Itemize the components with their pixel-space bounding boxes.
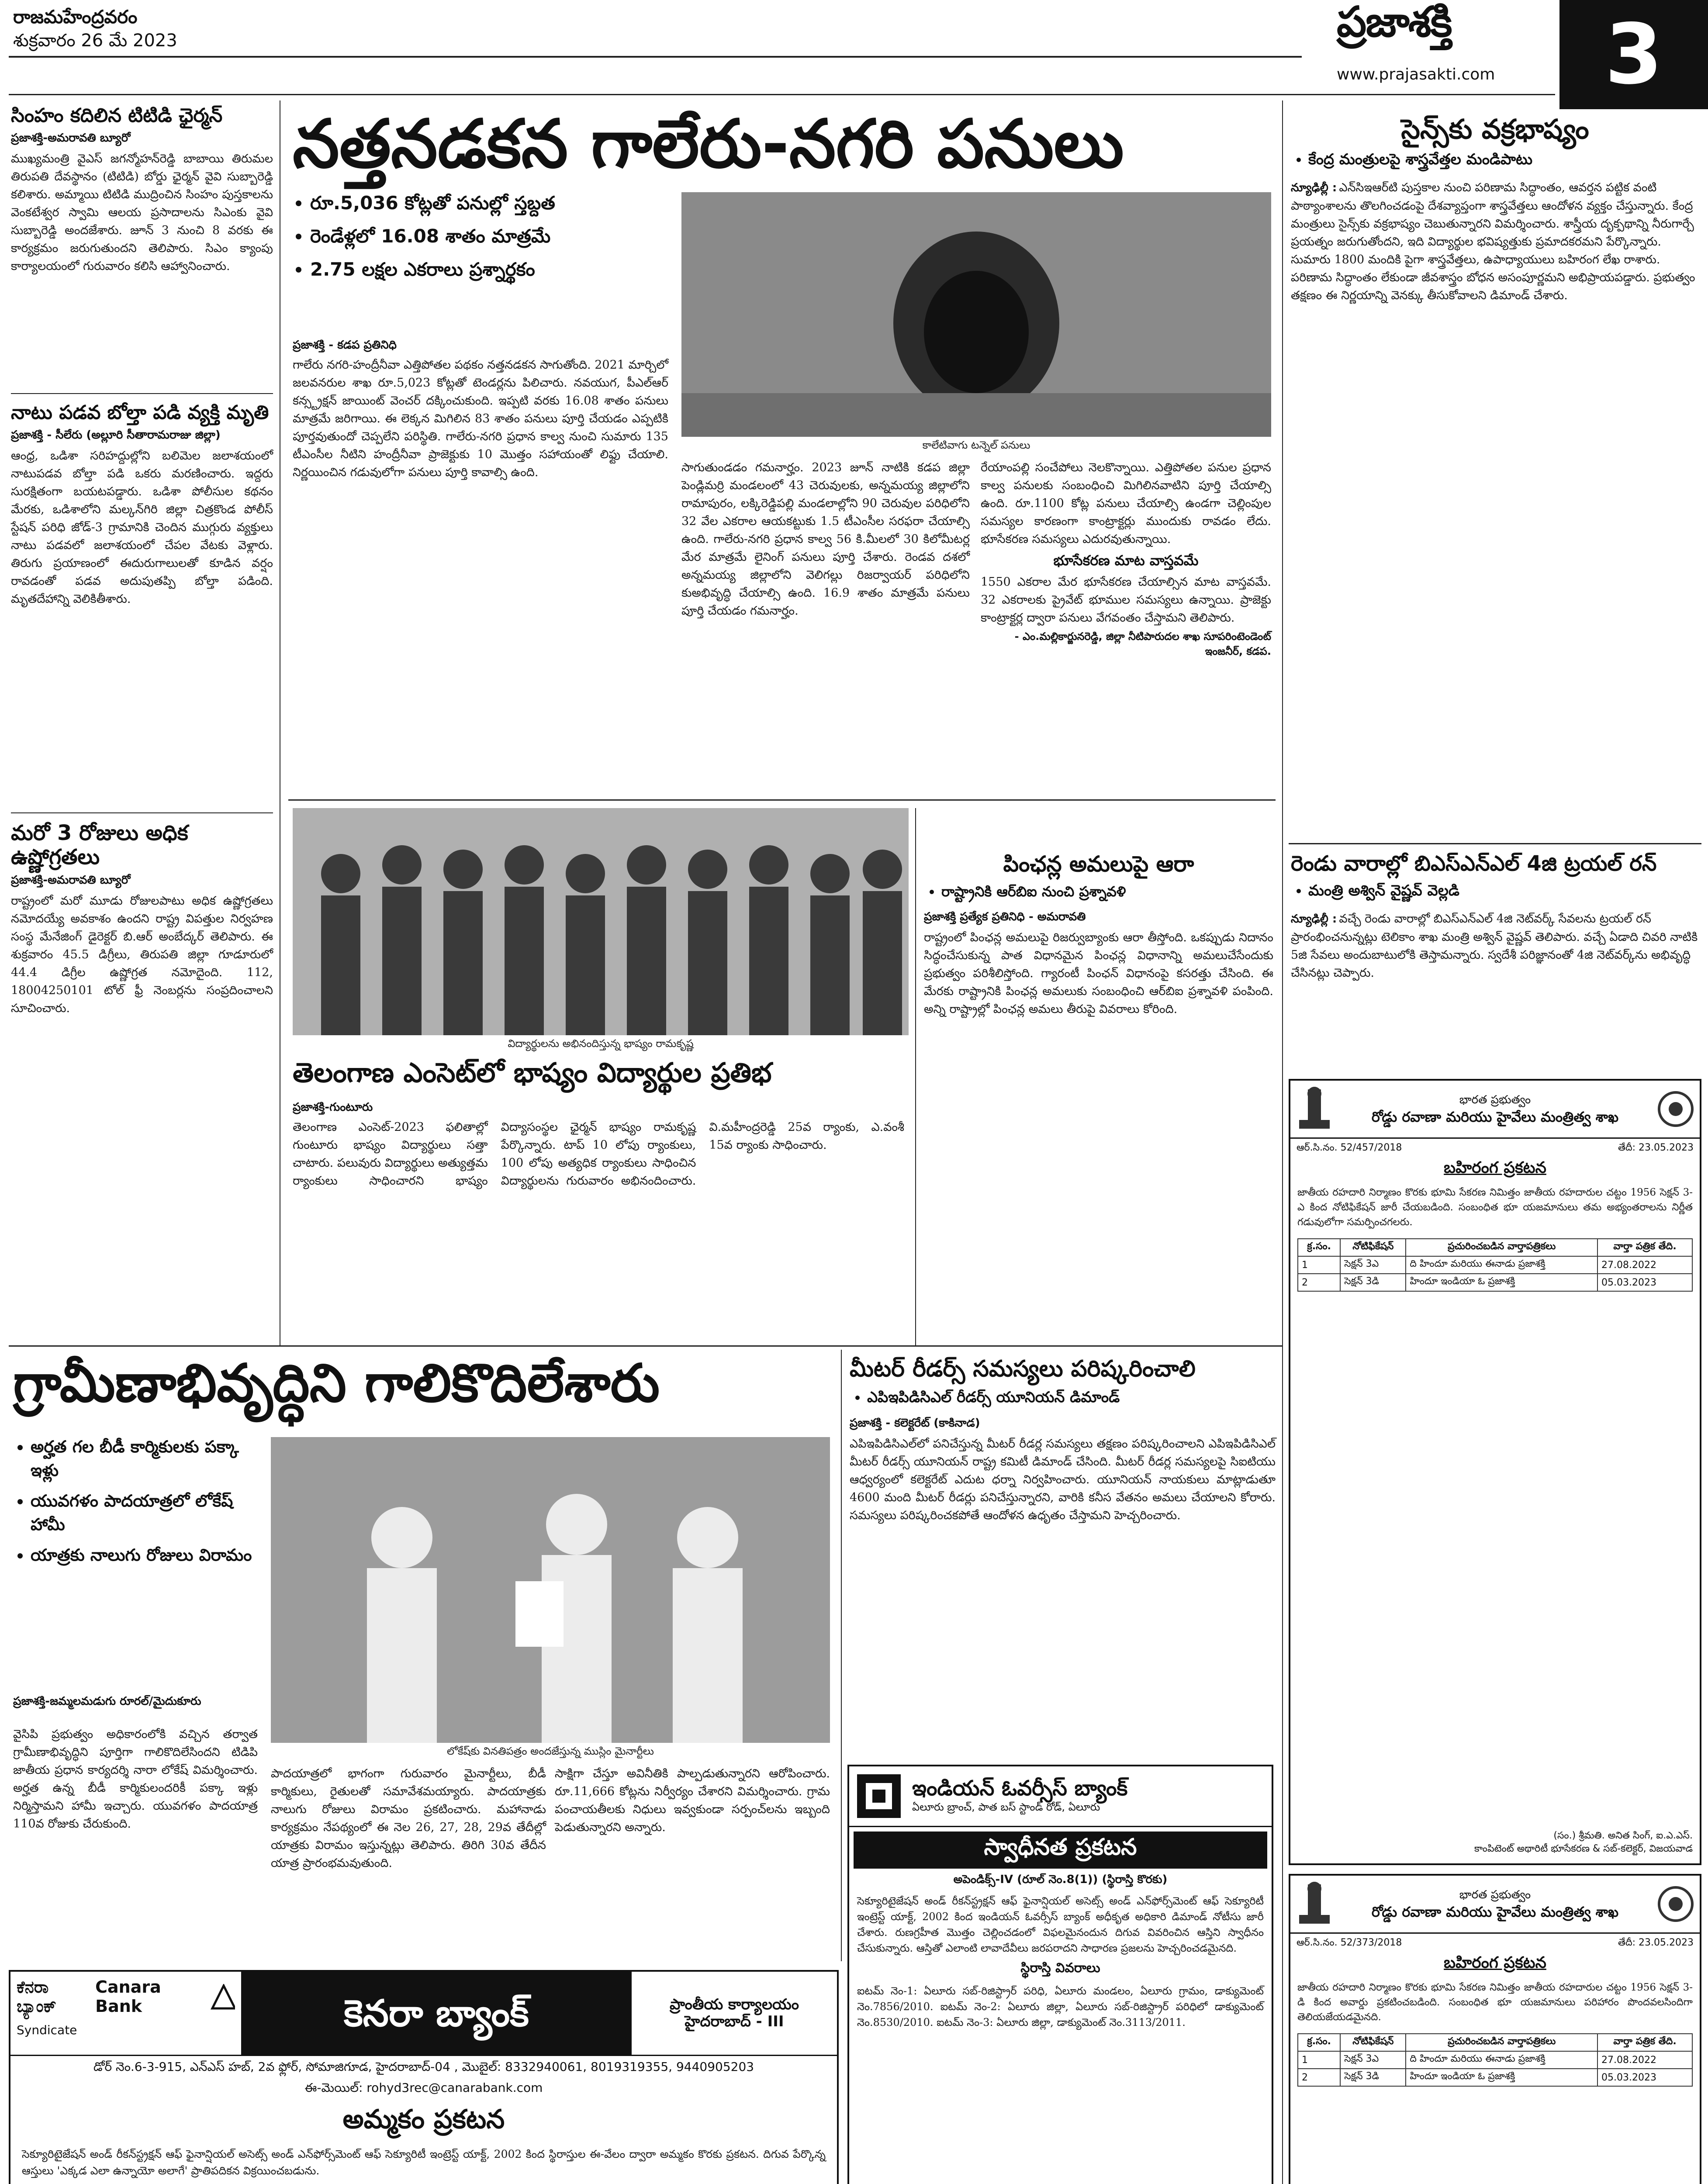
table-header-row (1298, 2034, 1692, 2051)
notice-date: తేదీ: 23.05.2023 (1618, 1937, 1694, 1948)
story-credit: ప్రజాశక్తి-అమరావతి బ్యూరో (11, 131, 131, 145)
story-body: ఆంధ్ర, ఒడిశా సరిహద్దుల్లోని బలిమెల జలాశయంలో నాటుపడవ బోల్తా పడి ఒకరు మరణించారు. ఇద్దరు సురక్షితంగా బయటపడ్డారు. ఒడిశా పోలీసుల కథనం మేరకు, ఒడిశాలోని మల్కన్‌గిరి జిల్లా చిత్రకొండ పోలీస్ స్టేషన్ పరిధి జోడ్-3 గ్రామానికి చెందిన ముగ్గురు వ్యక్తులు నాటు పడవలో జలాశయంలో చేపల వేటకు వెళ్లారు. తిరుగు ప్రయాణంలో ఈదురుగాలులతో కూడిన వర్షం రావడంతో పడవ అదుపుతప్పి బోల్తా పడింది. మృతదేహాన్ని వెలికితీశారు. (11, 449, 273, 606)
lead-body-col3 (981, 459, 1271, 660)
story-credit: ప్రజాశక్తి - కలెక్టరేట్ (కాకినాడ) (850, 1416, 980, 1430)
table-cell: 05.03.2023 (1597, 2069, 1692, 2086)
eamcet-body: తెలంగాణ ఎంసెట్-2023 ఫలితాల్లో గుంటూరు భాష్యం విద్యార్థులు సత్తా చాటారు. పలువురు విద్యార్థులు అత్యుత్తమ ర్యాంకులు సాధించారని భాష్యం విద్యాసంస్థల ఛైర్మన్ భాష్యం రామకృష్ణ పేర్కొన్నారు. టాప్ 10 లోపు ర్యాంకులు, 100 లోపు అత్యధిక ర్యాంకులు సాధించిన విద్యార్థులను గురువారం అభినందించారు. వి.మహీంద్రరెడ్డి 25వ ర్యాంకు, ఎ.వంశీ 15వ ర్యాంకు సాధించారు. (293, 1120, 904, 1188)
story-credit: ప్రజాశక్తి-అమరావతి బ్యూరో (11, 874, 131, 887)
story-headline: మరో 3 రోజులు అధిక ఉష్ణోగ్రతలు (11, 821, 188, 870)
notice-ministry: రోడ్డు రవాణా మరియు హైవేలు మంత్రిత్వ శాఖ (1371, 1108, 1619, 1125)
story-credit: ప్రజాశక్తి - సీలేరు (అల్లూరి సీతారామరాజు జిల్లా) (11, 428, 221, 442)
photo-caption: లోకేష్‌కు వినతిపత్రం అందజేస్తున్న ముస్లిం మైనార్టీలు (447, 1745, 654, 1757)
bsnl-story (1291, 852, 1699, 982)
table-header-row (1298, 1239, 1692, 1256)
tunnel-photo (681, 192, 1271, 437)
story-body: రాష్ట్రంలో పింఛన్ల అమలుపై రిజర్వుబ్యాంకు ఆరా తీస్తోంది. ఒకప్పుడు నిదానం సిద్ధంచేసుకున్న పాత విధానమైన పింఛన్ల విధానాన్ని అమలుచేసేందుకు ప్రభుత్వం పరిశీలిస్తోంది. గ్యారంటీ పింఛన్ విధానంపై కసరత్తు చేసింది. ఈ మేరకు రాష్ట్రానికి పింఛన్ల అమలుకు సంబంధించి ఆర్‌బిఐ ప్రశ్నావళి పంపింది. అన్ని రాష్ట్రాల్లో పింఛన్ల అమలు తీరుపై వివరాలు కోరింది. (924, 930, 1273, 1016)
table-header: క్ర.సం. (1298, 2034, 1340, 2051)
table-cell: సెక్షన్ 3ఎ (1340, 1256, 1406, 1274)
notice-ref: ఆర్.సి.నం. 52/373/2018 (1297, 1937, 1402, 1948)
iob-logo-icon (853, 1770, 905, 1822)
iob-schedule-heading: స్థిరాస్తి వివరాలు (1020, 1960, 1100, 1976)
canara-body: సెక్యూరిటైజేషన్ అండ్ రీకన్‌స్ట్రక్షన్ ఆఫ్ ఫైనాన్షియల్ అసెట్స్ అండ్ ఎన్‌ఫోర్స్‌మెంట్ ఆఫ్ సెక్యూరిటీ ఇంట్రెస్ట్ యాక్ట్, 2002 కింద స్థిరాస్తుల ఈ-వేలం ద్వారా అమ్మకం కొరకు ప్రకటన. దిగువ పేర్కొన్న ఆస్తులు 'ఎక్కడ ఎలా ఉన్నాయో అలాగే' ప్రాతిపదికన విక్రయించబడును. (22, 2148, 826, 2177)
iob-body: సెక్యూరిటైజేషన్ అండ్ రీకన్‌స్ట్రక్షన్ ఆఫ్ ఫైనాన్షియల్ అసెట్స్ అండ్ ఎన్‌ఫోర్స్‌మెంట్ ఆఫ్ సెక్యూరిటీ ఇంట్రెస్ట్ యాక్ట్, 2002 కింద ఇండియన్ ఓవర్సీస్ బ్యాంక్ అధీకృత అధికారి డిమాండ్ నోటీసు జారీ చేశారు. రుణగ్రహీత మొత్తం చెల్లించడంలో విఫలమైనందున దిగువ వివరించిన ఆస్తిని స్వాధీనం చేసుకున్నారు. ఆస్తితో ఎలాంటి లావాదేవీలు జరపరాదని సాధారణ ప్రజలను హెచ్చరించడమైనది. (857, 1895, 1264, 1954)
story-headline: పింఛన్ల అమలుపై ఆరా (1003, 851, 1194, 877)
story-bullet: • కేంద్ర మంత్రులపై శాస్త్రవేత్తల మండిపాటు (1308, 151, 1699, 172)
table-cell: ది హిందూ మరియు ఈనాడు ప్రజాశక్తి (1406, 2051, 1597, 2069)
story-credit: న్యూఢిల్లీ : (1291, 181, 1337, 195)
story-headline: సింహం కదిలిన టిటిడి ఛైర్మన్ (11, 104, 223, 127)
rural-headline: గ్రామీణాభివృద్ధిని గాలికొదిలేశారు (13, 1353, 660, 1414)
canara-address: డోర్ నెం.6-3-915, ఎన్‌ఎస్ హబ్, 2వ ఫ్లోర్, సోమాజిగూడ, హైదరాబాద్-04 , మొబైల్: 8332940061, 8019319355, 9440905203 (93, 2060, 754, 2074)
highlight-item: • అర్హత గల బీడీ కార్మికులకు పక్కా ఇళ్లు (31, 1437, 258, 1484)
table-header: ప్రచురించబడిన వార్తాపత్రికలు (1406, 2034, 1597, 2051)
lead-body-text: రేయాంపల్లి సంచేపోలు నెలకొన్నాయి. ఎత్తిపోతల పనుల ప్రధాన కాల్వ పనులకు సంబంధించి మిగిలినవాటిని పూర్తి చేయాల్సి ఉంది. రూ.1100 కోట్ల పనులు చేయాల్సి ఉండగా చెల్లింపుల సమస్యల కారణంగా కాంట్రాక్టర్లు ముందుకు రావడం లేదు. భూసేకరణ సమస్యలు ఎదురవుతున్నాయి. (981, 461, 1271, 546)
rural-body-col3: సాక్షిగా చేస్తూ అవినీతికి పాల్పడుతున్నారని ఆరోపించారు. రూ.11,666 కోట్లను నిర్వీర్యం చేశారని విమర్శించారు. గ్రామ పంచాయతీలకు నిధులు ఇవ్వకుండా సర్పంచ్‌లను ఇబ్బంది పెడుతున్నారని అన్నారు. (555, 1767, 830, 1834)
notice-org: భారత ప్రభుత్వం (1459, 1093, 1531, 1106)
masthead-rule-bottom (9, 94, 1555, 95)
table-cell: 2 (1298, 2069, 1340, 2086)
rural-body-col1: వైసిపి ప్రభుత్వం అధికారంలోకి వచ్చిన తర్వాత గ్రామీణాభివృద్ధిని పూర్తిగా గాలికొదిలేసిందని టిడిపి జాతీయ ప్రధాన కార్యదర్శి నారా లోకేష్ విమర్శించారు. అర్హత ఉన్న బీడీ కార్మికులందరికీ పక్కా ఇళ్లు నిర్మిస్తామని హామీ ఇచ్చారు. యువగళం పాదయాత్ర 110వ రోజుకు చేరుకుంది. (13, 1728, 258, 1831)
table-row (1298, 2051, 1692, 2069)
lokesh-photo (271, 1437, 830, 1743)
lead-highlights (293, 192, 673, 292)
govt-notice-1 (1289, 1079, 1701, 1865)
table-header: నోటిఫికేషన్ (1340, 2034, 1406, 2051)
notice-ministry: రోడ్డు రవాణా మరియు హైవేలు మంత్రిత్వ శాఖ (1371, 1903, 1619, 1920)
table-cell: 05.03.2023 (1597, 1274, 1692, 1291)
iob-schedule: ఐటమ్ నెం-1: ఏలూరు సబ్-రిజిస్ట్రార్ పరిధి, ఏలూరు మండలం, ఏలూరు గ్రామం, డాక్యుమెంట్ నెం.7856/2010. ఐటమ్ నెం-2: ఏలూరు జిల్లా, ఏలూరు సబ్-రిజిస్ట్రార్ పరిధిలో డాక్యుమెంట్ నెం.8530/2010. ఐటమ్ నెం-3: ఏలూరు జిల్లా, డాక్యుమెంట్ నెం.3113/2011. (857, 1985, 1264, 2028)
rural-credit: ప్రజాశక్తి-జమ్మలమడుగు రూరల్/మైదుకూరు (13, 1695, 201, 1708)
lead-quote-credit: - ఎం.మల్లికార్జునరెడ్డి, జిల్లా నీటిపారుదల శాఖ సూపరింటెండెంట్ ఇంజనీర్, కడప. (1014, 630, 1271, 657)
meter-readers-story (850, 1356, 1276, 1524)
group-photo-image (293, 808, 909, 1035)
story-separator (1289, 843, 1701, 844)
table-cell: 1 (1298, 2051, 1340, 2069)
canara-triangle-logo-icon (211, 1984, 235, 2010)
eamcet-headline: తెలంగాణ ఎంసెట్‌లో భాష్యం విద్యార్థుల ప్రతిభ (293, 1057, 772, 1089)
story-headline: రెండు వారాల్లో బిఎస్‌ఎన్‌ఎల్ 4జి ట్రయల్ రన్ (1291, 851, 1657, 876)
rural-body-col2: పాదయాత్రలో భాగంగా గురువారం మైనార్టీలు, బీడీ కార్మికులు, రైతులతో సమావేశమయ్యారు. పాదయాత్రకు నాలుగు రోజులు విరామం ప్రకటించారు. మహానాడు కార్యక్రమం నేపథ్యంలో ఈ నెల 26, 27, 28, 29వ తేదీల్లో యాత్రకు విరామం ఇస్తున్నట్లు తెలిపారు. తిరిగి 30వ తేదీన యాత్ర ప్రారంభమవుతుంది. (271, 1767, 546, 1870)
iob-header (849, 1766, 1272, 1827)
pension-story (924, 852, 1273, 1018)
notice-table (1297, 1238, 1693, 1292)
iob-heading: స్వాధీనత ప్రకటన (854, 1832, 1267, 1869)
canara-office-block (630, 1972, 837, 2055)
highlight-item: • యాత్రకు నాలుగు రోజులు విరామం (31, 1545, 258, 1569)
section-rule (288, 799, 1276, 801)
story-headline: నాటు పడవ బోల్తా పడి వ్యక్తి మృతి (11, 401, 269, 424)
science-story (1291, 114, 1699, 304)
table-header: ప్రచురించబడిన వార్తాపత్రికలు (1406, 1239, 1597, 1256)
notice-table (1297, 2033, 1693, 2087)
column-divider (915, 808, 916, 1345)
story-credit: ప్రజాశక్తి ప్రత్యేక ప్రతినిధి - అమరావతి (924, 910, 1086, 923)
story-text-block (1291, 910, 1699, 982)
canara-title: కెనరా బ్యాంక్ (344, 1991, 529, 2035)
story-body: ముఖ్యమంత్రి వైఎస్ జగన్మోహన్‌రెడ్డి బాబాయి తిరుమల తిరుపతి దేవస్థానం (టిటిడి) బోర్డు ఛైర్మన్ వైవి సుబ్బారెడ్డి కలిశారు. అమ్మాయి టిటిడి ముద్రించిన సింహం పుస్తకాలను వెంకటేశ్వర స్వామి ఆలయ ప్రసాదాలను సిఎంకు వైవి సుబ్బారెడ్డి అందజేశారు. జూన్ 3 నుంచి 8 వరకు ఈ కార్యక్రమం జరుగుతుందని తెలిపారు. సిఎం క్యాంపు కార్యాలయంలో గురువారం కలిసి ఆహ్వానించారు. (11, 152, 273, 273)
notice-signature: (సం.) శ్రీమతి. అనిత సింగ్, ఐ.ఎ.ఎస్. (1553, 1830, 1693, 1841)
table-cell: సెక్షన్ 3ఎ (1340, 2051, 1406, 2069)
eamcet-credit: ప్రజాశక్తి-గుంటూరు (293, 1101, 373, 1114)
page-number: 3 (1559, 0, 1708, 109)
iob-appendix: అపెండిక్స్-IV (రూల్ నెం.8(1)) (స్థిరాస్తి కొరకు) (953, 1873, 1168, 1886)
edition-date: శుక్రవారం 26 మే 2023 (13, 31, 177, 51)
table-header: నోటిఫికేషన్ (1340, 1239, 1406, 1256)
rural-highlights (13, 1437, 258, 1576)
notice-header (1290, 1876, 1700, 1934)
iob-branch: ఏలూరు బ్రాంచ్, పాత బస్ స్టాండ్ రోడ్, ఏలూరు (912, 1800, 1100, 1813)
table-row (1298, 2069, 1692, 2086)
notice-ref-row (1290, 1934, 1700, 1954)
emblem-icon (1295, 1085, 1334, 1133)
table-header: క్ర.సం. (1298, 1239, 1340, 1256)
story-bullet: • మంత్రి అశ్విన్ వైష్ణవ్ వెల్లడి (1308, 882, 1699, 903)
notice-ref: ఆర్.సి.నం. 52/457/2018 (1297, 1142, 1402, 1153)
notice-ref-row (1290, 1139, 1700, 1159)
notice-signature-block (1474, 1830, 1693, 1856)
table-cell: సెక్షన్ 3డి (1340, 1274, 1406, 1291)
newspaper-logo: ప్రజాశక్తి (1337, 0, 1452, 46)
canara-header (10, 1972, 837, 2056)
canara-brand-kannada: ಕೆನರಾ ಬ್ಯಾಂಕ್ (17, 1977, 56, 2016)
story-body: ఎపిఇపిడిసిఎల్‌లో పనిచేస్తున్న మీటర్ రీడర్ల సమస్యలు తక్షణం పరిష్కరించాలని ఎపిఇపిడిసిఎల్ మీటర్ రీడర్స్ యూనియన్ రాష్ట్ర కమిటీ డిమాండ్ చేసింది. మీటర్ రీడర్ల సమస్యలపై సిఐటియు ఆధ్వర్యంలో కలెక్టరేట్ ఎదుట ధర్నా నిర్వహించారు. యూనియన్ నాయకులు మాట్లాడుతూ 4600 మంది మీటర్ రీడర్లు పనిచేస్తున్నారని, వారికి కనీస వేతనం అమలు చేయాలని కోరారు. సమస్యలు పరిష్కరించకపోతే ఆందోళన ఉధృతం చేస్తామని హెచ్చరించారు. (850, 1437, 1276, 1522)
column-divider (1282, 100, 1283, 2184)
canara-brand-english: Canara Bank (95, 1977, 161, 2016)
notice-heading: బహిరంగ ప్రకటన (1444, 1159, 1546, 1177)
highlight-item: • రెండేళ్లలో 16.08 శాతం మాత్రమే (310, 225, 673, 252)
canara-office: ప్రాంతీయ కార్యాలయం హైదరాబాద్ - III (669, 1995, 799, 2030)
story-bullet: • రాష్ట్రానికి ఆర్‌బిఐ నుంచి ప్రశ్నావళి (941, 883, 1273, 903)
notice-body: జాతీయ రహదారి నిర్మాణం కొరకు భూమి సేకరణ నిమిత్తం జాతీయ రహదారుల చట్టం 1956 సెక్షన్ 3-ఎ కింద నోటిఫికేషన్ జారీ చేయబడింది. సంబంధిత భూ యజమానులు తమ అభ్యంతరాలను నిర్ణీత గడువులోగా సమర్పించగలరు. (1297, 1187, 1693, 1228)
notice-heading: బహిరంగ ప్రకటన (1444, 1954, 1546, 1972)
section-rule (9, 1345, 1282, 1347)
story-bullet: • ఎపిఇపిడిసిఎల్ రీడర్స్ యూనియన్ డిమాండ్ (867, 1389, 1276, 1410)
table-cell: సెక్షన్ 3డి (1340, 2069, 1406, 2086)
story-headline: మీటర్ రీడర్స్ సమస్యలు పరిష్కరించాలి (850, 1356, 1196, 1382)
story-headline: సైన్స్‌కు వక్రభాష్యం (1401, 113, 1589, 145)
table-cell: 2 (1298, 1274, 1340, 1291)
canara-syndicate-label: Syndicate (17, 2023, 77, 2038)
story-separator (11, 393, 273, 394)
notice-sign-title: కాంపిటెంట్ అథారిటీ భూసేకరణ & సబ్-కలెక్టర్, విజయవాడ (1474, 1843, 1693, 1854)
lead-subhead: భూసేకరణ మాట వాస్తవమే (1053, 552, 1199, 569)
table-header: వార్తా పత్రిక తేది. (1597, 2034, 1692, 2051)
story-separator (11, 812, 273, 813)
highlight-item: • రూ.5,036 కోట్లతో పనుల్లో స్తబ్దత (310, 192, 673, 218)
highlight-item: • యువగళం పాదయాత్రలో లోకేష్ హామీ (31, 1491, 258, 1538)
brief-ttd-chairman (11, 105, 273, 275)
table-cell: ది హిందూ మరియు ఈనాడు ప్రజాశక్తి (1406, 1256, 1597, 1274)
edition-city: రాజమహేంద్రవరం (13, 6, 138, 28)
tunnel-image (681, 192, 1271, 437)
students-photo (293, 808, 909, 1035)
emblem-icon (1295, 1880, 1334, 1928)
table-cell: 27.08.2022 (1597, 1256, 1692, 1274)
iob-bank-name: ఇండియన్ ఓవర్సీస్ బ్యాంక్ (912, 1776, 1128, 1801)
table-row (1298, 1274, 1692, 1291)
story-body: వచ్చే రెండు వారాల్లో బిఎస్‌ఎన్‌ఎల్ 4జి నెట్‌వర్క్ సేవలను ట్రయల్ రన్ ప్రారంభించనున్నట్లు టెలికాం శాఖ మంత్రి అశ్విన్ వైష్ణవ్ తెలిపారు. వచ్చే ఏడాది చివరి నాటికి 5జి సేవలు అందుబాటులోకి తెస్తామన్నారు. స్వదేశీ పరిజ్ఞానంతో 4జి నెట్‌వర్క్‌ను అభివృద్ధి చేసినట్లు చెప్పారు. (1291, 912, 1698, 980)
photo-caption: విద్యార్థులను అభినందిస్తున్న భాష్యం రామకృష్ణ (508, 1037, 694, 1050)
masthead-rule (9, 56, 1302, 58)
notice-org: భారత ప్రభుత్వం (1459, 1888, 1531, 1901)
story-body: రాష్ట్రంలో మరో మూడు రోజులపాటు అధిక ఉష్ణోగ్రతలు నమోదయ్యే అవకాశం ఉందని రాష్ట్ర విపత్తుల నిర్వహణ సంస్థ మేనేజింగ్ డైరెక్టర్ బి.ఆర్ అంబేద్కర్ తెలిపారు. ఈ శుక్రవారం 45.5 డిగ్రీలు, తిరుపతి జిల్లా గూడూరులో 44.4 డిగ్రీల ఉష్ణోగ్రత నమోదైంది. 112, 18004250101 టోల్ ఫ్రీ నెంబర్లను సంప్రదించాలని సూచించారు. (11, 894, 273, 1016)
lead-body-text: 1550 ఎకరాల మేర భూసేకరణ చేయాల్సిన మాట వాస్తవమే. 32 ఎకరాలకు ప్రైవేట్ భూముల సమస్యలు ఉన్నాయి. ప్రాజెక్టు కాంట్రాక్టర్ల ద్వారా పనులు వేగవంతం చేస్తామని తెలిపారు. (981, 575, 1271, 625)
govt-notice-2 (1289, 1874, 1701, 2184)
lead-credit: ప్రజాశక్తి - కడప ప్రతినిధి (293, 339, 397, 352)
canara-brand-block (10, 1972, 242, 2055)
table-cell: 1 (1298, 1256, 1340, 1274)
petition-photo-image (271, 1437, 830, 1743)
table-header: వార్తా పత్రిక తేది. (1597, 1239, 1692, 1256)
canara-auction-notice (9, 1970, 839, 2184)
table-cell: హిందూ ఇండియా ఓ ప్రజాశక్తి (1406, 1274, 1597, 1291)
nhai-logo-icon (1656, 1089, 1695, 1129)
notice-body: జాతీయ రహదారి నిర్మాణం కొరకు భూమి సేకరణ నిమిత్తం జాతీయ రహదారుల చట్టం 1956 సెక్షన్ 3-డి కింద అవార్డు ప్రకటించబడింది. సంబంధిత భూ యజమానులు పరిహారం పొందవలసిందిగా తెలియజేయడమైనది. (1297, 1982, 1693, 2023)
lead-body-col2: సాగుతుండడం గమనార్హం. 2023 జూన్ నాటికి కడప జిల్లా పెండ్లిమర్రి మండలంలో 43 చెరువులకు, అన్నమయ్య జిల్లాలోని రామాపురం, లక్కిరెడ్డిపల్లి మండలాల్లోని 90 చెరువుల పరిధిలోని 32 వేల ఎకరాల ఆయకట్టుకు 1.5 టీఎంసీల సరఫరా చేయాల్సి ఉంది. గాలేరు-నగరి ప్రధాన కాల్వ 56 కి.మీలలో 30 కిలోమీటర్ల మేర మాత్రమే లైనింగ్ పనులు పూర్తి చేశారు. రెండవ దశలో అన్నమయ్య జిల్లాలోని వెలిగల్లు రిజర్వాయర్ పరిధిలోని కుఅభివృద్ధి చేయాల్సి ఉంది. 16.9 శాతం మాత్రమే పనులు పూర్తి చేయడం గమనార్హం. (681, 461, 970, 618)
canara-email: ఈ-మెయిల్: rohyd3rec@canarabank.com (304, 2080, 543, 2095)
notice-header (1290, 1081, 1700, 1139)
nhai-logo-icon (1656, 1884, 1695, 1924)
table-cell: 27.08.2022 (1597, 2051, 1692, 2069)
story-body: ఎన్‌సిఇఆర్‌టి పుస్తకాల నుంచి పరిణామ సిద్ధాంతం, ఆవర్తన పట్టిక వంటి పాఠ్యాంశాలను తొలగించడంపై దేశవ్యాప్తంగా శాస్త్రవేత్తలు ఆందోళన వ్యక్తం చేస్తున్నారు. కేంద్ర మంత్రులు సైన్స్‌కు వక్రభాష్యం చెబుతున్నారని విమర్శించారు. శాస్త్రీయ దృక్పథాన్ని నీరుగార్చే ప్రయత్నం జరుగుతోందని, ఇది విద్యార్థుల భవిష్యత్తుకు ప్రమాదకరమని పేర్కొన్నారు. సుమారు 1800 మందికి పైగా శాస్త్రవేత్తలు, ఉపాధ్యాయులు బహిరంగ లేఖ రాశారు. పరిణామ సిద్ధాంతం లేకుండా జీవశాస్త్రం బోధన అసంపూర్ణమని అభిప్రాయపడ్డారు. ప్రభుత్వం తక్షణం ఈ నిర్ణయాన్ని వెనక్కు తీసుకోవాలని డిమాండ్ చేశారు. (1291, 181, 1695, 303)
website-url: www.prajasakti.com (1337, 66, 1495, 83)
brief-boat-capsize (11, 402, 273, 608)
photo-caption: కాలేటివాగు టన్నెల్ పనులు (922, 439, 1030, 451)
table-row (1298, 1256, 1692, 1274)
column-divider (841, 1350, 842, 1961)
lead-body-col1: గాలేరు నగరి-హంద్రీనీవా ఎత్తిపోతల పథకం నత్తనడకన సాగుతోంది. 2021 మార్చిలో జలవనరుల శాఖ రూ.5,023 కోట్లతో టెండర్లను పిలిచారు. నవయుగ, పీఎల్‌ఆర్ కన్స్ట్రక్షన్ జాయింట్ వెంచర్ దక్కించుకుంది. ఇప్పటి వరకు 16.08 శాతం పనులు మాత్రమే జరిగాయి. ఈ లెక్కన మిగిలిన 83 శాతం పనులు పూర్తి చేయడం ఎప్పటికి పూర్తవుతుందో చెప్పలేని పరిస్థితి. గాలేరు-నగరి ప్రధాన కాల్వ నుంచి సుమారు 135 టీఎంసీల నీటిని హంద్రీనీవా ప్రాజెక్టుకు 10 మొత్తం సహాయంతో లిఫ్టు చేయాలి. నిర్ణయించిన గడువులోగా పనులు పూర్తి కావాల్సి ఉంది. (293, 358, 668, 479)
highlight-item: • 2.75 లక్షల ఎకరాలు ప్రశ్నార్థకం (310, 259, 673, 285)
canara-heading: అమ్మకం ప్రకటన (342, 2104, 505, 2135)
iob-possession-notice (847, 1765, 1273, 2184)
story-credit: న్యూఢిల్లీ : (1291, 912, 1337, 926)
story-text-block (1291, 179, 1699, 304)
lead-headline: నత్తనడకన గాలేరు-నగరి పనులు (293, 105, 1124, 183)
brief-heat-wave (11, 821, 273, 1017)
table-cell: హిందూ ఇండియా ఓ ప్రజాశక్తి (1406, 2069, 1597, 2086)
notice-date: తేదీ: 23.05.2023 (1618, 1142, 1694, 1153)
canara-title-block (242, 1972, 630, 2055)
